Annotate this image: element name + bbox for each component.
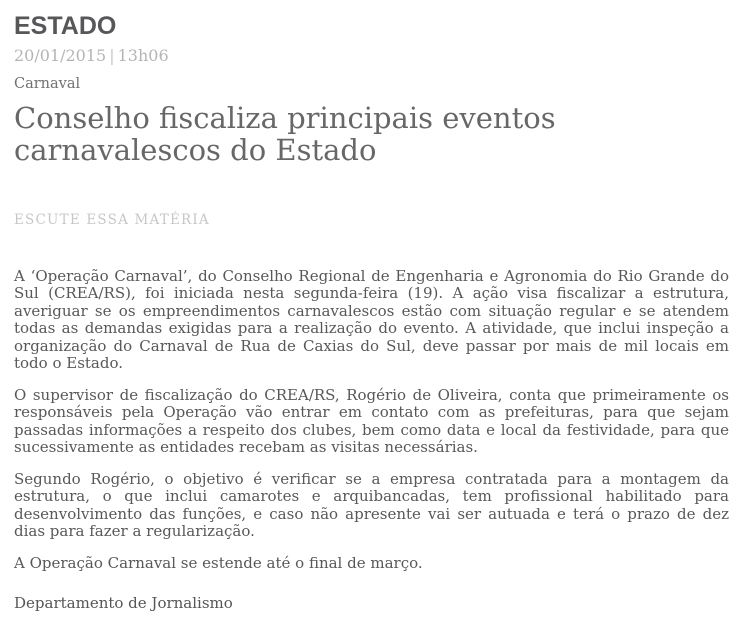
article-paragraph: O supervisor de fiscalização do CREA/RS, Rogério de Oliveira, conta que primeiramente os responsáveis pela Operação vão entrar em contato com as prefeituras, para que sejam passadas informações a respeito dos clubes, bem como data e local da festividade, para que sucessivamente as entidades recebam as visitas necessárias. — [14, 385, 729, 457]
publish-date-value: 20/01/2015 — [14, 46, 107, 65]
listen-article-button[interactable]: ESCUTE ESSA MATÉRIA — [14, 211, 210, 228]
section-title: ESTADO — [14, 12, 117, 40]
publish-date — [14, 46, 729, 65]
category-tag: Carnaval — [14, 76, 81, 92]
publish-date-separator: | — [109, 46, 115, 65]
article-paragraph: A ‘Operação Carnaval’, do Conselho Regional de Engenharia e Agronomia do Rio Grande do Sul (CREA/RS), foi iniciada nesta segunda-feira (19). A ação visa fiscalizar a estrutura, averiguar se os empreendimentos carnavalescos estão com situação regular e se atendem todas as demandas exigidas para a realização do evento. A atividade, que inclui inspeção a organização do Carnaval de Rua de Caxias do Sul, deve passar por mais de mil locais em todo o Estado. — [14, 266, 729, 373]
article-paragraph: Segundo Rogério, o objetivo é verificar se a empresa contratada para a montagem da estrutura, o que inclui camarotes e arquibancadas, tem profissional habilitado para desenvolvimento das funções, e caso não apresente vai ser autuada e terá o prazo de dez dias para fazer a regularização. — [14, 469, 729, 541]
article-headline: Conselho fiscaliza principais eventos carnavalescos do Estado — [14, 101, 556, 168]
article-paragraph: A Operação Carnaval se estende até o final de março. — [14, 553, 423, 572]
article-body — [14, 268, 729, 573]
publish-time-value: 13h06 — [117, 46, 169, 65]
footer-department: Departamento de Jornalismo — [14, 594, 233, 613]
